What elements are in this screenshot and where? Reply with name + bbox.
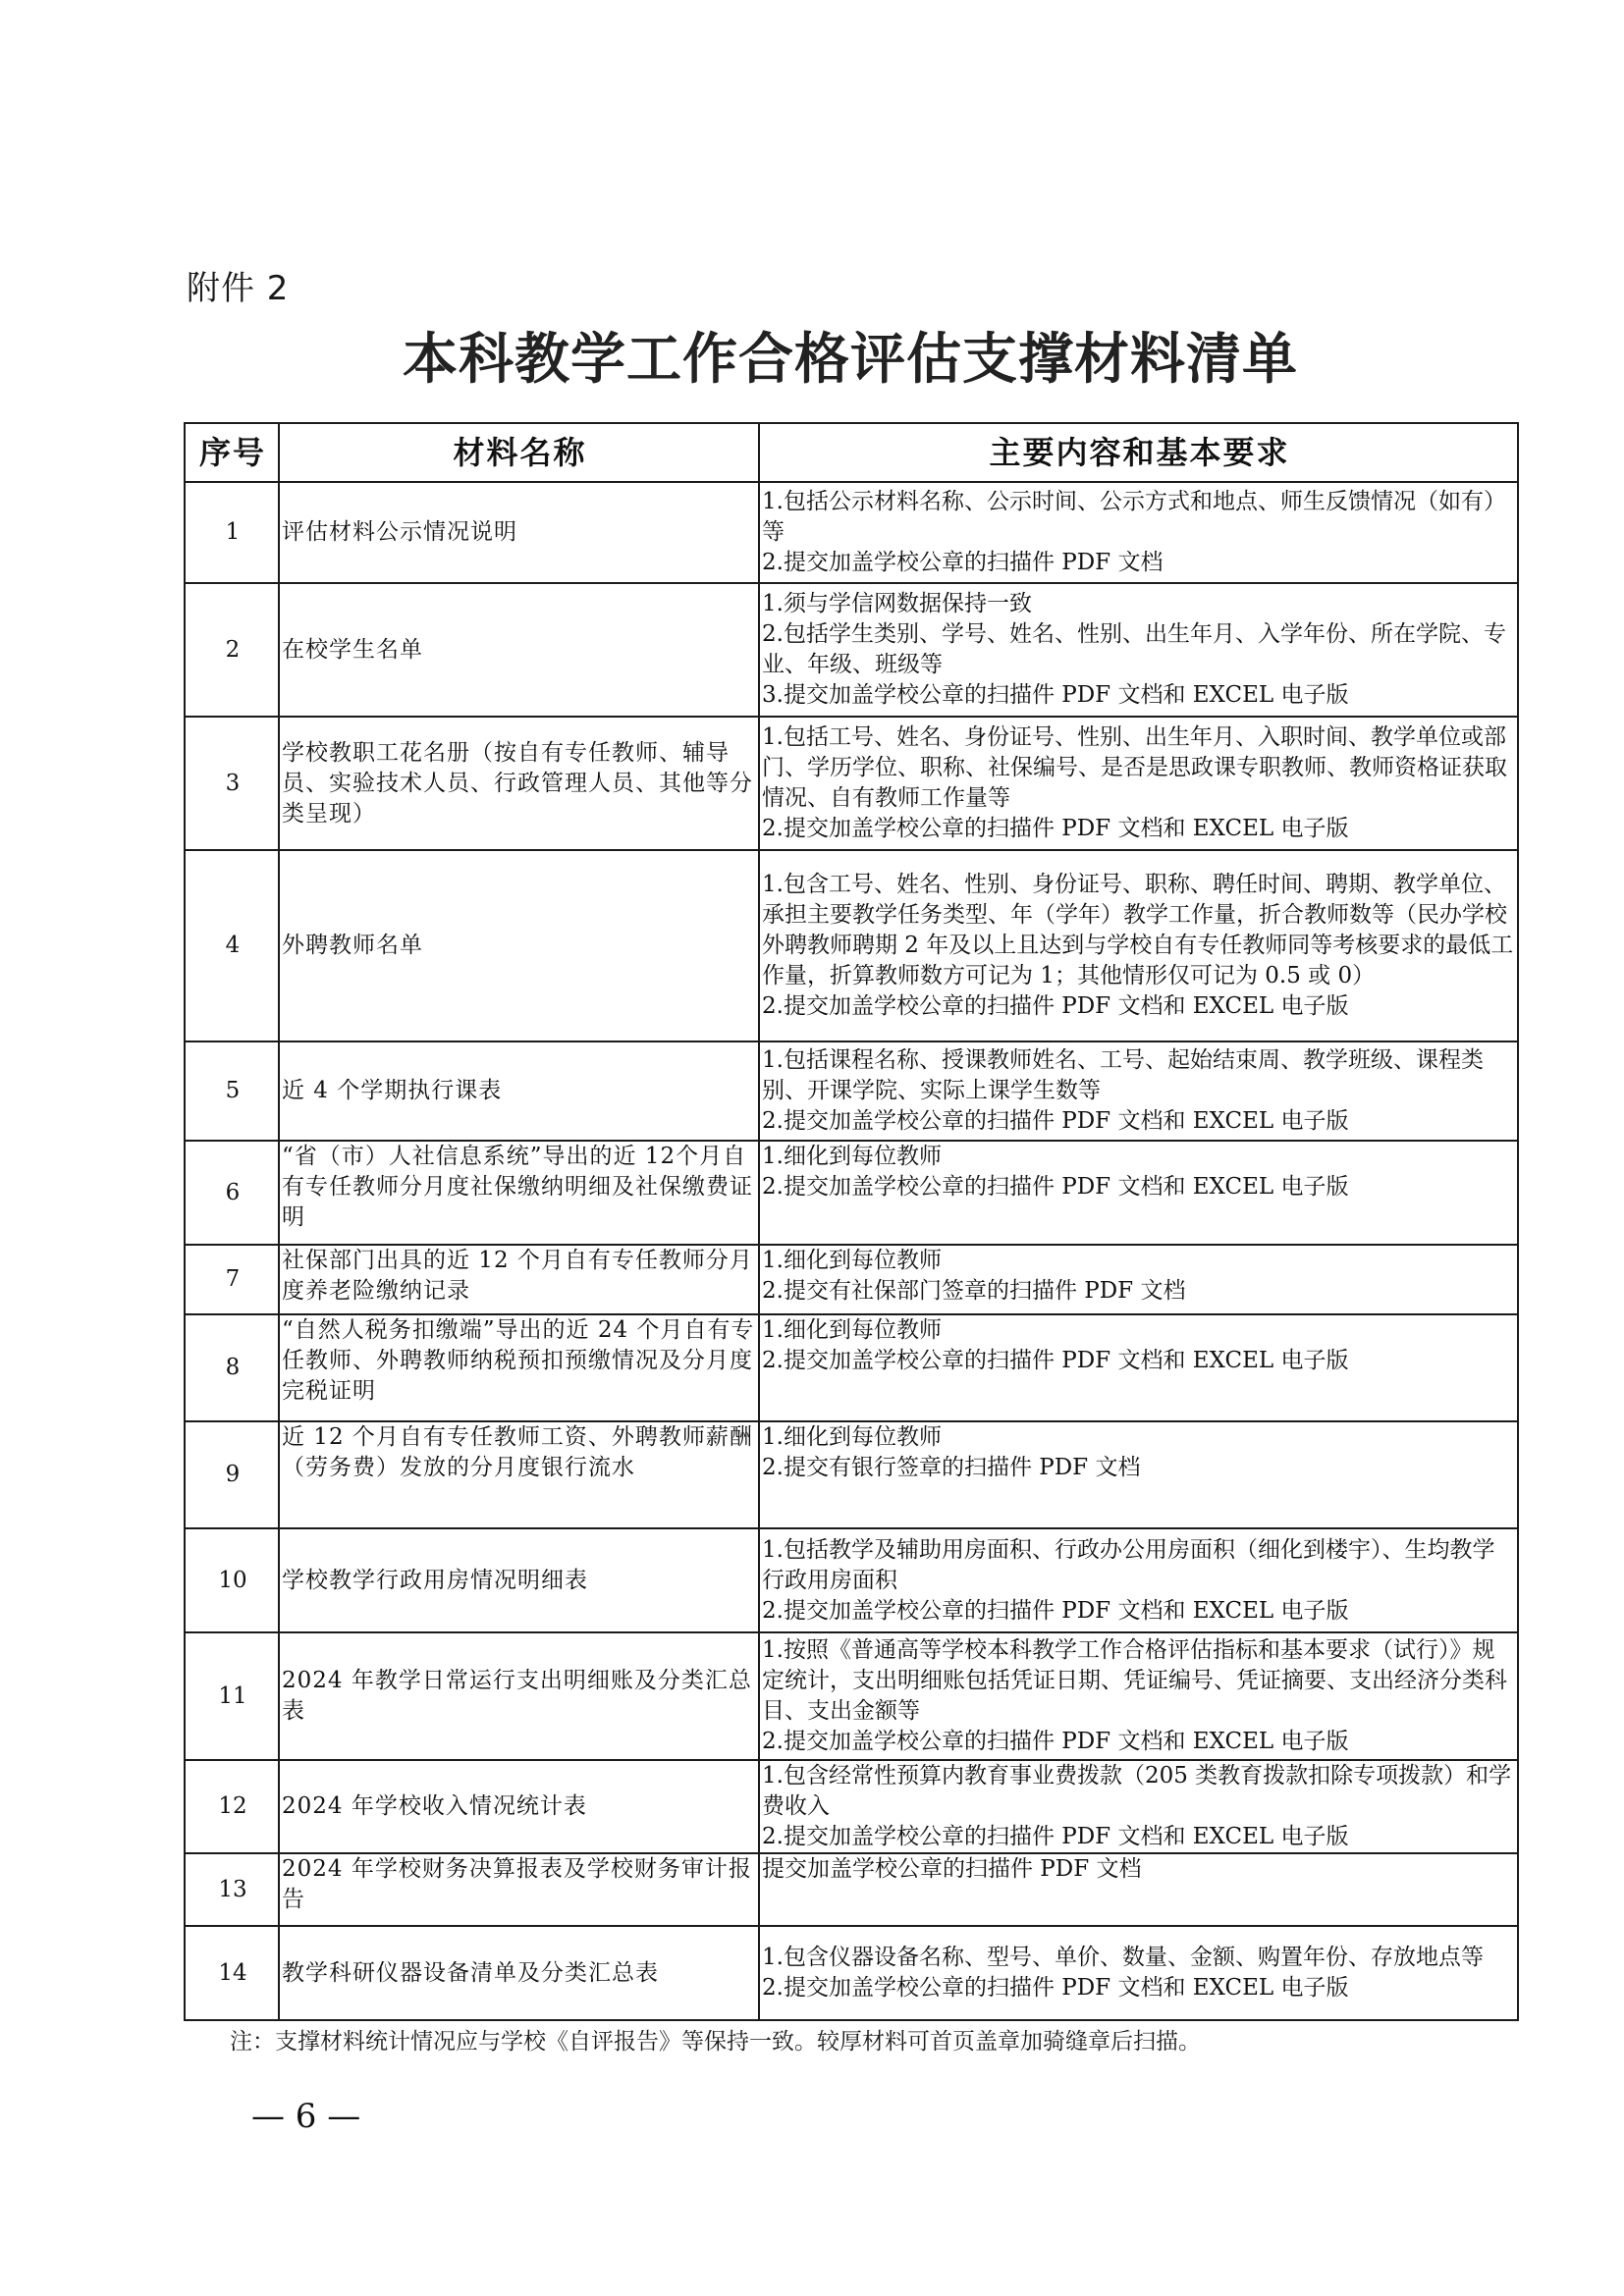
requirement-item: 2.提交加盖学校公章的扫描件 PDF 文档和 EXCEL 电子版	[762, 1174, 1349, 1200]
requirement-item: 2.提交有银行签章的扫描件 PDF 文档	[762, 1455, 1141, 1480]
table-row	[185, 717, 1518, 850]
material-name: 社保部门出具的近 12 个月自有专任教师分月度养老险缴纳记录	[279, 1245, 759, 1314]
requirements-cell	[759, 482, 1518, 583]
material-name: 2024 年学校收入情况统计表	[279, 1760, 759, 1853]
table-row	[185, 1926, 1518, 2020]
requirement-item: 2.提交加盖学校公章的扫描件 PDF 文档和 EXCEL 电子版	[762, 993, 1349, 1019]
requirements-cell	[759, 1853, 1518, 1926]
row-number: 5	[185, 1041, 279, 1141]
row-number: 9	[185, 1421, 279, 1528]
requirement-item: 提交加盖学校公章的扫描件 PDF 文档	[762, 1856, 1142, 1882]
material-name: 评估材料公示情况说明	[279, 482, 759, 583]
page-number: — 6 —	[251, 2097, 361, 2136]
row-number: 11	[185, 1632, 279, 1760]
row-number: 14	[185, 1926, 279, 2020]
table-row	[185, 1245, 1518, 1314]
requirements-cell	[759, 583, 1518, 717]
requirements-cell	[759, 1632, 1518, 1760]
header-name: 材料名称	[279, 423, 759, 482]
table-row	[185, 1632, 1518, 1760]
material-name: 2024 年学校财务决算报表及学校财务审计报告	[279, 1853, 759, 1926]
table-row	[185, 1314, 1518, 1421]
requirements-cell	[759, 717, 1518, 850]
requirement-item: 2.提交加盖学校公章的扫描件 PDF 文档和 EXCEL 电子版	[762, 816, 1349, 841]
requirements-cell	[759, 1245, 1518, 1314]
requirement-item: 1.包括公示材料名称、公示时间、公示方式和地点、师生反馈情况（如有）等	[762, 489, 1506, 545]
requirements-cell	[759, 1926, 1518, 2020]
requirement-item: 2.包括学生类别、学号、姓名、性别、出生年月、入学年份、所在学院、专业、年级、班级等	[762, 621, 1506, 677]
requirement-item: 1.包含工号、姓名、性别、身份证号、职称、聘任时间、聘期、教学单位、承担主要教学任务类型、年（学年）教学工作量，折合教师数等（民办学校外聘教师聘期 2 年及以上且达到与学校自有专任教师同等考核要求的最低工作量，折算教师数方可记为 1；其他情形仅可记为 0.5 或 0）	[762, 872, 1514, 988]
requirement-item: 2.提交加盖学校公章的扫描件 PDF 文档	[762, 550, 1164, 575]
table-row	[185, 482, 1518, 583]
footnote: 注：支撑材料统计情况应与学校《自评报告》等保持一致。较厚材料可首页盖章加骑缝章后扫描。	[230, 2029, 1201, 2055]
header-requirements: 主要内容和基本要求	[759, 423, 1518, 482]
table-row	[185, 583, 1518, 717]
attachment-label: 附件 2	[187, 269, 290, 308]
material-name: “省（市）人社信息系统”导出的近 12个月自有专任教师分月度社保缴纳明细及社保缴费证明	[279, 1141, 759, 1245]
material-name: “自然人税务扣缴端”导出的近 24 个月自有专任教师、外聘教师纳税预扣预缴情况及分月度完税证明	[279, 1314, 759, 1421]
requirement-item: 2.提交加盖学校公章的扫描件 PDF 文档和 EXCEL 电子版	[762, 1597, 1349, 1624]
requirement-item: 2.提交加盖学校公章的扫描件 PDF 文档和 EXCEL 电子版	[762, 1824, 1349, 1849]
requirement-item: 1.包括教学及辅助用房面积、行政办公用房面积（细化到楼宇）、生均教学行政用房面积	[762, 1536, 1495, 1593]
table-row	[185, 1853, 1518, 1926]
table-row	[185, 1528, 1518, 1632]
document-title: 本科教学工作合格评估支撑材料清单	[403, 327, 1298, 392]
table-row	[185, 1421, 1518, 1528]
requirement-item: 1.包括工号、姓名、身份证号、性别、出生年月、入职时间、教学单位或部门、学历学位、职称、社保编号、是否是思政课专职教师、教师资格证获取情况、自有教师工作量等	[762, 724, 1507, 811]
table-row	[185, 1041, 1518, 1141]
requirement-item: 1.细化到每位教师	[762, 1424, 942, 1450]
table-row	[185, 850, 1518, 1041]
requirement-item: 1.细化到每位教师	[762, 1248, 942, 1273]
requirement-item: 1.须与学信网数据保持一致	[762, 591, 1032, 616]
requirement-item: 1.包含仪器设备名称、型号、单价、数量、金额、购置年份、存放地点等	[762, 1945, 1484, 1970]
requirement-item: 2.提交加盖学校公章的扫描件 PDF 文档和 EXCEL 电子版	[762, 1975, 1349, 2001]
material-name: 在校学生名单	[279, 583, 759, 717]
row-number: 2	[185, 583, 279, 717]
requirement-item: 2.提交有社保部门签章的扫描件 PDF 文档	[762, 1278, 1186, 1304]
requirement-item: 3.提交加盖学校公章的扫描件 PDF 文档和 EXCEL 电子版	[762, 682, 1349, 708]
requirement-item: 1.按照《普通高等学校本科教学工作合格评估指标和基本要求（试行）》规定统计，支出明细账包括凭证日期、凭证编号、凭证摘要、支出经济分类科目、支出金额等	[762, 1637, 1507, 1724]
requirements-cell	[759, 1760, 1518, 1853]
row-number: 7	[185, 1245, 279, 1314]
row-number: 12	[185, 1760, 279, 1853]
requirements-cell	[759, 1528, 1518, 1632]
row-number: 6	[185, 1141, 279, 1245]
material-name: 近 4 个学期执行课表	[279, 1041, 759, 1141]
row-number: 4	[185, 850, 279, 1041]
material-name: 学校教学行政用房情况明细表	[279, 1528, 759, 1632]
requirement-item: 2.提交加盖学校公章的扫描件 PDF 文档和 EXCEL 电子版	[762, 1729, 1349, 1754]
header-no: 序号	[185, 423, 279, 482]
material-name: 教学科研仪器设备清单及分类汇总表	[279, 1926, 759, 2020]
table-header-row	[185, 423, 1518, 482]
row-number: 1	[185, 482, 279, 583]
materials-table	[184, 422, 1519, 2021]
requirements-cell	[759, 1041, 1518, 1141]
requirement-item: 1.细化到每位教师	[762, 1317, 942, 1343]
requirements-cell	[759, 850, 1518, 1041]
requirement-item: 1.包括课程名称、授课教师姓名、工号、起始结束周、教学班级、课程类别、开课学院、实际上课学生数等	[762, 1047, 1484, 1103]
material-name: 外聘教师名单	[279, 850, 759, 1041]
requirements-cell	[759, 1141, 1518, 1245]
row-number: 13	[185, 1853, 279, 1926]
requirement-item: 2.提交加盖学校公章的扫描件 PDF 文档和 EXCEL 电子版	[762, 1108, 1349, 1134]
table-row	[185, 1141, 1518, 1245]
row-number: 8	[185, 1314, 279, 1421]
material-name: 2024 年教学日常运行支出明细账及分类汇总表	[279, 1632, 759, 1760]
requirement-item: 1.细化到每位教师	[762, 1144, 942, 1169]
requirements-cell	[759, 1421, 1518, 1528]
requirement-item: 1.包含经常性预算内教育事业费拨款（205 类教育拨款扣除专项拨款）和学费收入	[762, 1763, 1512, 1819]
table-row	[185, 1760, 1518, 1853]
row-number: 10	[185, 1528, 279, 1632]
material-name: 学校教职工花名册（按自有专任教师、辅导员、实验技术人员、行政管理人员、其他等分类呈现）	[279, 717, 759, 850]
material-name: 近 12 个月自有专任教师工资、外聘教师薪酬（劳务费）发放的分月度银行流水	[279, 1421, 759, 1528]
requirements-cell	[759, 1314, 1518, 1421]
requirement-item: 2.提交加盖学校公章的扫描件 PDF 文档和 EXCEL 电子版	[762, 1348, 1349, 1373]
row-number: 3	[185, 717, 279, 850]
